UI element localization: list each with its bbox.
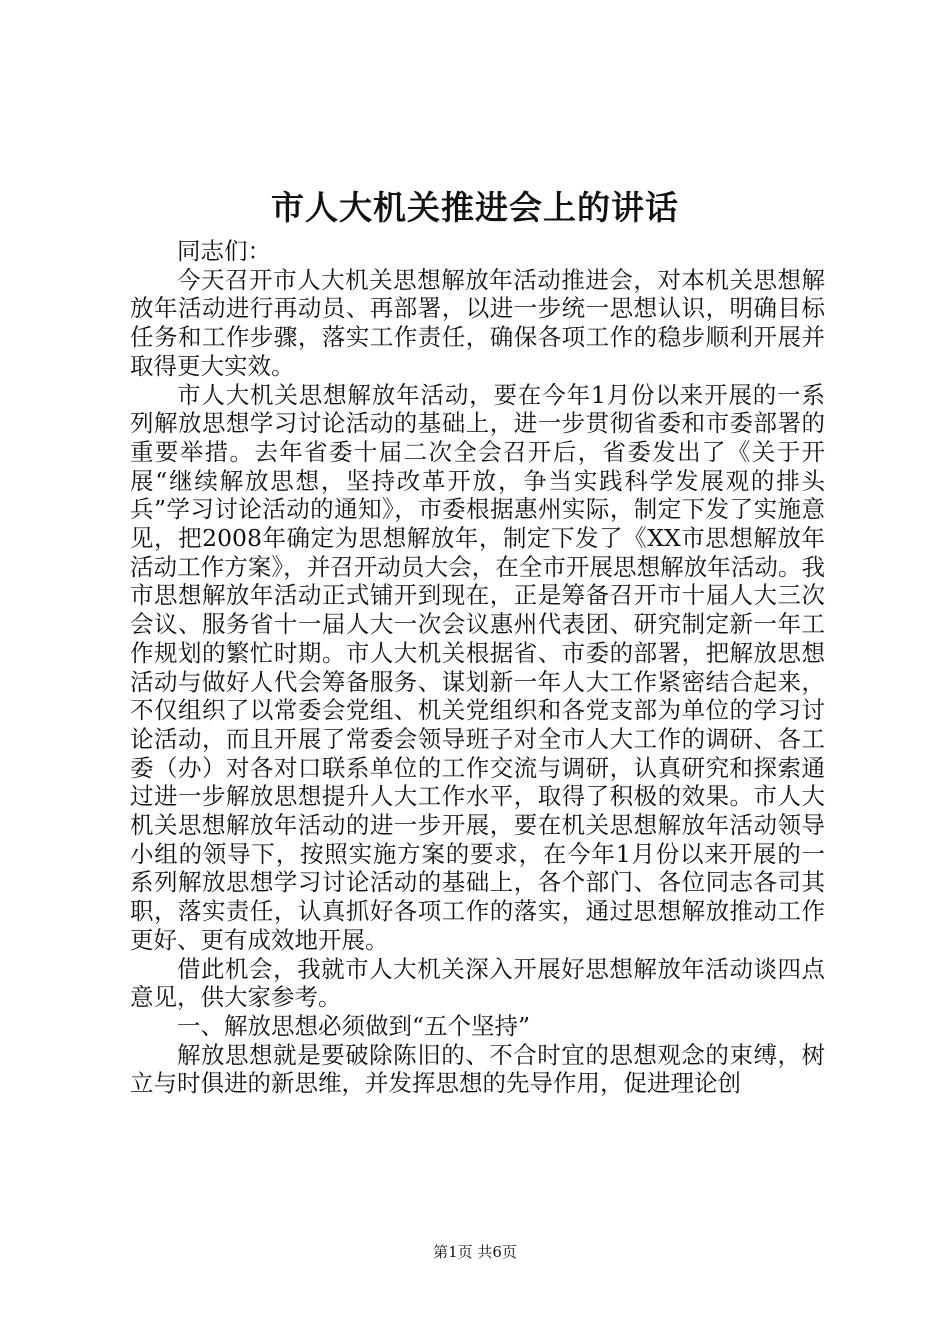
paragraph-4: 解放思想就是要破除陈旧的、不合时宜的思想观念的束缚，树立与时俱进的新思维，并发挥思想的先导作用，促进理论创	[130, 1040, 825, 1098]
document-body	[130, 237, 825, 1098]
section-heading-1: 一、解放思想必须做到“五个坚持”	[177, 1011, 531, 1040]
document-title: 市人大机关推进会上的讲话	[271, 188, 679, 227]
paragraph-1: 今天召开市人大机关思想解放年活动推进会，对本机关思想解放年活动进行再动员、再部署，以进一步统一思想认识，明确目标任务和工作步骤，落实工作责任，确保各项工作的稳步顺利开展并取得更大实效。	[130, 265, 825, 380]
salutation: 同志们：	[177, 237, 271, 265]
page-number: 第1页 共6页	[433, 1243, 517, 1261]
paragraph-3: 借此机会，我就市人大机关深入开展好思想解放年活动谈四点意见，供大家参考。	[130, 954, 825, 1012]
paragraph-2: 市人大机关思想解放年活动，要在今年1月份以来开展的一系列解放思想学习讨论活动的基础上，进一步贯彻省委和市委部署的重要举措。去年省委十届二次全会召开后，省委发出了《关于开展“继续解放思想，坚持改革开放，争当实践科学发展观的排头兵”学习讨论活动的通知》，市委根据惠州实际，制定下发了实施意见，把2008年确定为思想解放年，制定下发了《XX市思想解放年活动工作方案》，并召开动员大会，在全市开展思想解放年活动。我市思想解放年活动正式铺开到现在，正是筹备召开市十届人大三次会议、服务省十一届人大一次会议惠州代表团、研究制定新一年工作规划的繁忙时期。市人大机关根据省、市委的部署，把解放思想活动与做好人代会筹备服务、谋划新一年人大工作紧密结合起来，不仅组织了以常委会党组、机关党组织和各党支部为单位的学习讨论活动，而且开展了常委会领导班子对全市人大工作的调研、各工委（办）对各对口联系单位的工作交流与调研，认真研究和探索通过进一步解放思想提升人大工作水平，取得了积极的效果。市人大机关思想解放年活动的进一步开展，要在机关思想解放年活动领导小组的领导下，按照实施方案的要求，在今年1月份以来开展的一系列解放思想学习讨论活动的基础上，各个部门、各位同志各司其职，落实责任，认真抓好各项工作的落实，通过思想解放推动工作更好、更有成效地开展。	[130, 380, 825, 954]
